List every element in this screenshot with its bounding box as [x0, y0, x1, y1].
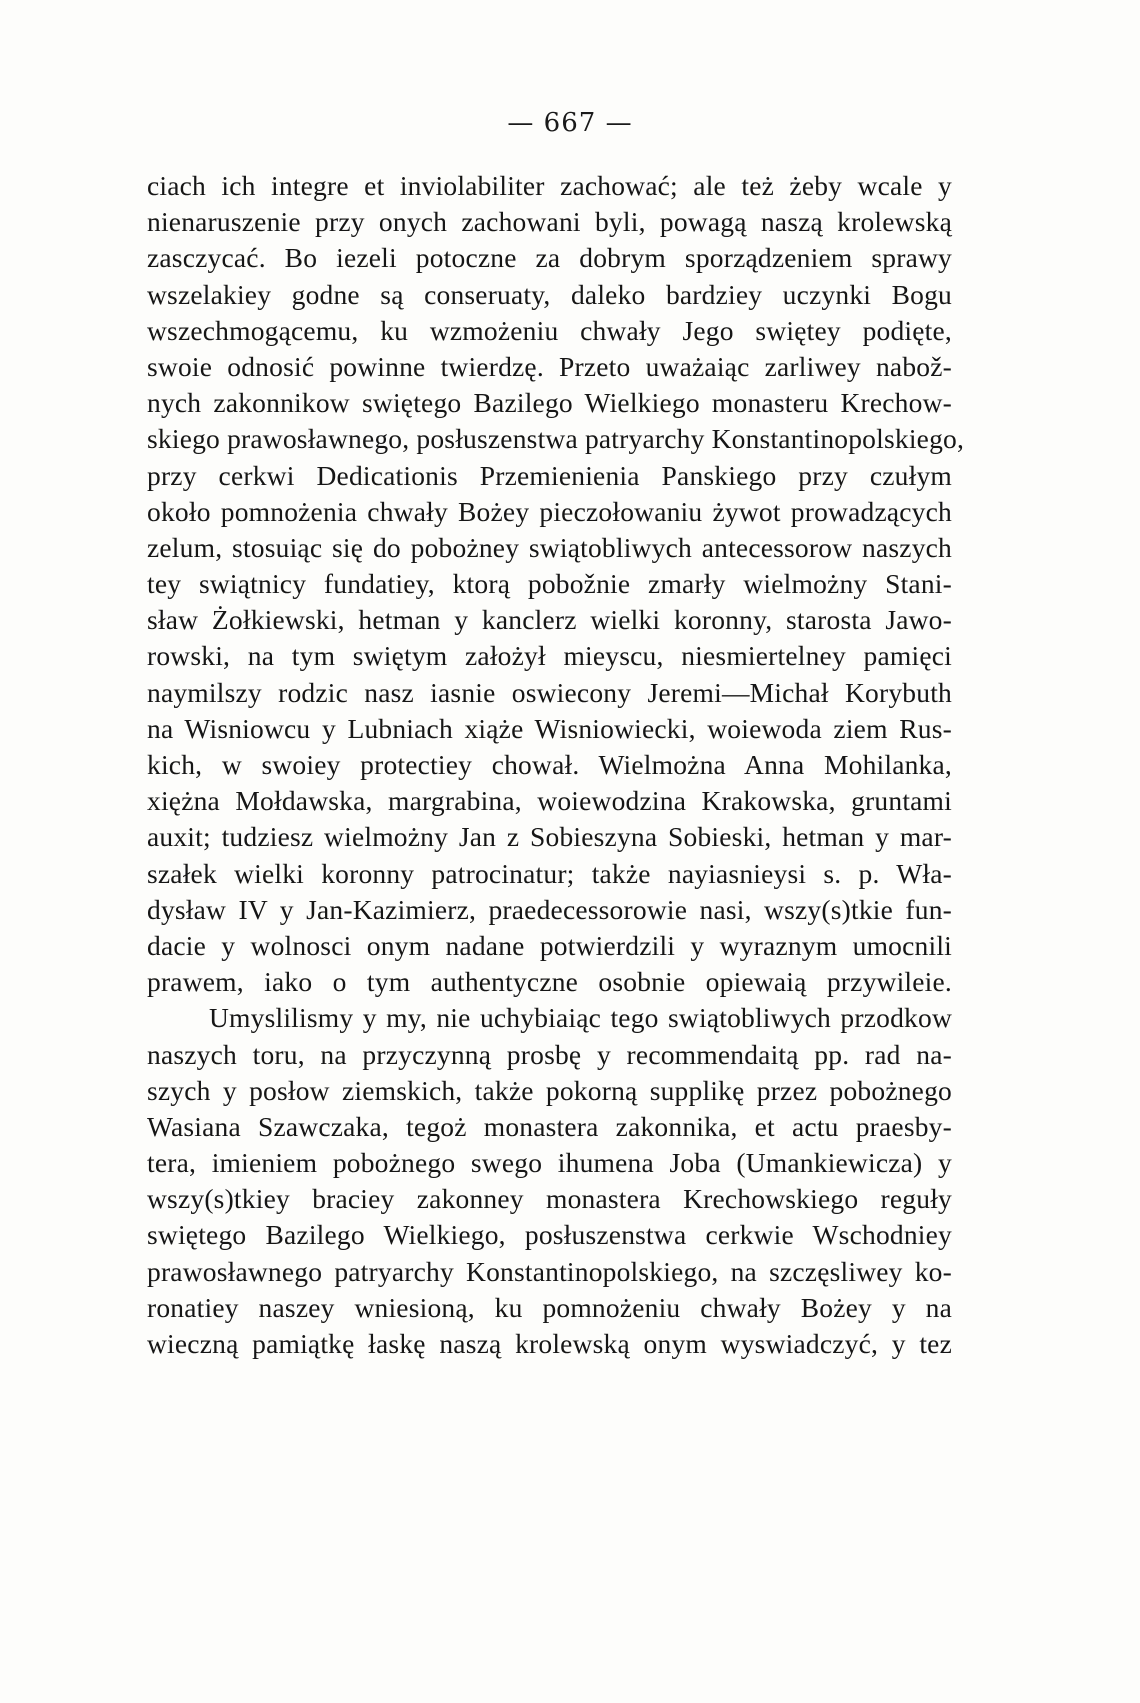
text-line: Umyslilismy y my, nie uchybiaiąc tego swiątobliwych przodkow [209, 1002, 952, 1034]
text-line: swiętego Bazilego Wielkiego, posłuszenstwa cerkwie Wschodniey [147, 1219, 952, 1251]
text-line: dysław IV y Jan-Kazimierz, praedecessorowie nasi, wszy(s)tkie fun- [147, 893, 952, 925]
text-line: zelum, stosuiąc się do pobożney swiątobliwych antecessorow naszych [147, 531, 952, 563]
text-line: wszy(s)tkiey braciey zakonney monastera Krechowskiego reguły [147, 1183, 952, 1215]
text-line: wszechmogącemu, ku wzmożeniu chwały Jego swiętey podięte, [147, 314, 952, 346]
text-line: naymilszy rodzic nasz iasnie oswiecony Jeremi—Michał Korybuth [147, 676, 952, 708]
text-line: dacie y wolnosci onym nadane potwierdzili y wyraznym umocnili [147, 929, 952, 961]
text-line: nych zakonnikow swiętego Bazilego Wielkiego monasteru Krechow- [147, 387, 952, 419]
text-line: Wasiana Szawczaka, tegoż monastera zakonnika, et actu praesby- [147, 1110, 952, 1142]
text-line: kich, w swoiey protectiey chował. Wielmożna Anna Mohilanka, [147, 749, 952, 780]
text-line: prawosławnego patryarchy Konstantinopolskiego, na szczęsliwey ko- [147, 1255, 952, 1287]
text-line: tey swiątnicy fundatiey, ktorą pobožnie zmarły wielmożny Stani- [147, 568, 952, 600]
text-line: swoie odnosić powinne twierdzę. Przeto uważaiąc zarliwey nabož- [147, 350, 952, 382]
page-number: — 667 — [507, 108, 633, 138]
text-line: auxit; tudziesz wielmożny Jan z Sobieszyna Sobieski, hetman y mar- [147, 821, 952, 853]
text-line: sław Żołkiewski, hetman y kanclerz wielki koronny, starosta Jawo- [147, 604, 952, 636]
text-line: przy cerkwi Dedicationis Przemienienia Panskiego przy czułym [147, 459, 952, 491]
text-line: szych y posłow ziemskich, także pokorną supplikę przez pobożnego [147, 1074, 952, 1106]
text-line: wieczną pamiątkę łaskę naszą krolewską onym wyswiadczyć, y tez [147, 1328, 952, 1359]
text-line: nienaruszenie przy onych zachowani byli, powagą naszą krolewską [147, 206, 952, 238]
text-line: tera, imieniem pobożnego swego ihumena Joba (Umankiewicza) y [147, 1147, 952, 1179]
text-line: na Wisniowcu y Lubniach xiąże Wisniowiecki, woiewoda ziem Rus- [147, 712, 952, 744]
text-line: rowski, na tym swiętym założył mieyscu, niesmiertelney pamięci [147, 640, 952, 672]
text-line: około pomnożenia chwały Bożey pieczołowaniu żywot prowadzących [147, 495, 952, 527]
text-line: szałek wielki koronny patrocinatur; także nayiasnieysi s. p. Wła- [147, 857, 952, 889]
text-line: skiego prawosławnego, posłuszenstwa patryarchy Konstantinopolskiego, [147, 423, 965, 455]
text-line: prawem, iako o tym authentyczne osobnie opiewaią przywileie. [147, 966, 952, 998]
text-line: wszelakiey godne są conseruaty, daleko bardziey uczynki Bogu [147, 278, 952, 310]
text-line: zasczycać. Bo iezeli potoczne za dobrym sporządzeniem sprawy [147, 242, 952, 274]
body-text [147, 168, 965, 1362]
text-line: naszych toru, na przyczynną prosbę y recommendaitą pp. rad na- [147, 1038, 952, 1070]
text-line: xiężna Mołdawska, margrabina, woiewodzina Krakowska, gruntami [147, 785, 952, 817]
text-line: ronatiey naszey wniesioną, ku pomnożeniu chwały Bożey y na [147, 1291, 952, 1323]
text-line: ciach ich integre et inviolabiliter zachować; ale też żeby wcale y [147, 170, 952, 201]
